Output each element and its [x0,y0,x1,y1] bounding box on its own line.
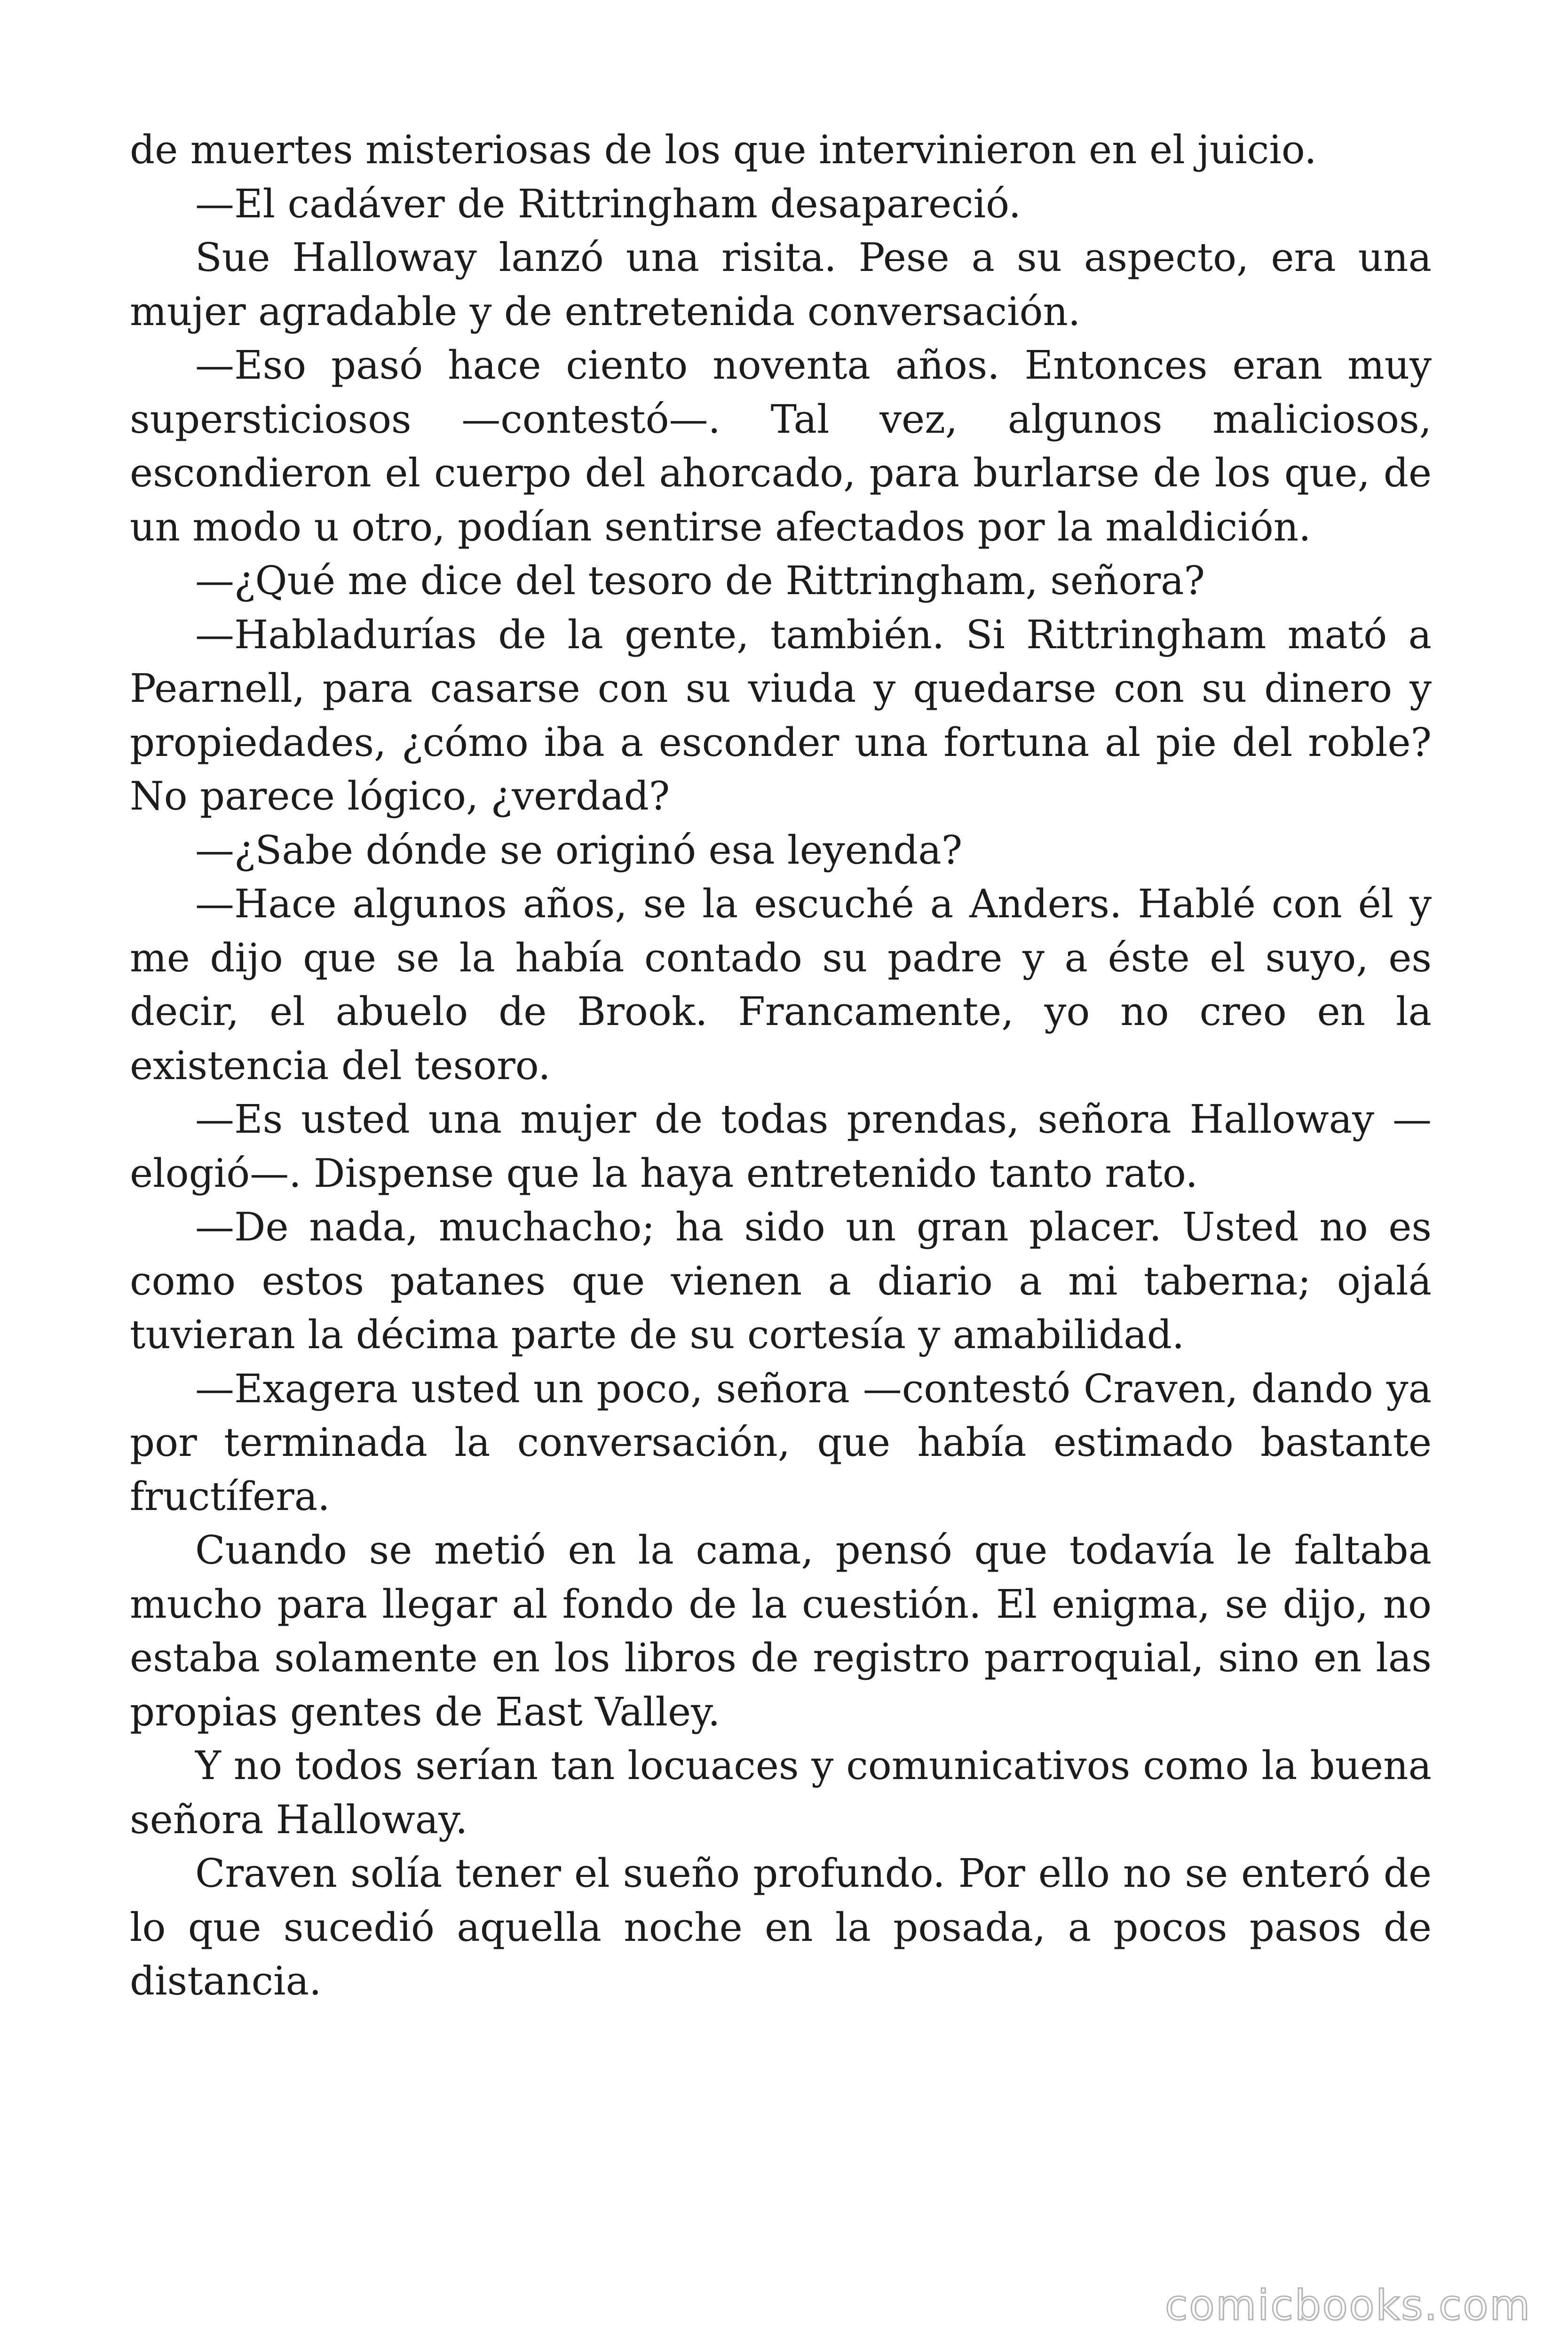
paragraph-13: Y no todos serían tan locuaces y comunicativos como la buena señora Halloway. [130,1743,1432,1843]
paragraph-3: Sue Halloway lanzó una risita. Pese a su aspecto, era una mujer agradable y de entretenida conversación. [130,235,1432,334]
paragraph-11: —Exagera usted un poco, señora —contestó Craven, dando ya por terminada la conversación, que había estimado bastante fructífera. [130,1366,1432,1519]
paragraph-5: —¿Qué me dice del tesoro de Rittringham, señora? [195,558,1205,604]
paragraph-12: Cuando se metió en la cama, pensó que todavía le faltaba mucho para llegar al fondo de la cuestión. El enigma, se dijo, no estaba solamente en los libros de registro parroquial, sino en las propias gentes de East Valley. [130,1527,1432,1735]
watermark: comicbooks.com [1164,2281,1531,2329]
paragraph-6: —Habladurías de la gente, también. Si Rittringham mató a Pearnell, para casarse con su viuda y quedarse con su dinero y propiedades, ¿cómo iba a esconder una fortuna al pie del roble? No parece lógico, ¿verdad? [130,612,1432,819]
paragraph-7: —¿Sabe dónde se originó esa leyenda? [195,827,963,873]
paragraph-14: Craven solía tener el sueño profundo. Por ello no se enteró de lo que sucedió aquella noche en la posada, a pocos pasos de distancia. [130,1851,1432,2004]
paragraph-9: —Es usted una mujer de todas prendas, señora Halloway —elogió—. Dispense que la haya entretenido tanto rato. [130,1097,1432,1196]
paragraph-2: —El cadáver de Rittringham desapareció. [195,181,1022,227]
paragraph-8: —Hace algunos años, se la escuché a Anders. Hablé con él y me dijo que se la había contado su padre y a éste el suyo, es decir, el abuelo de Brook. Francamente, yo no creo en la existencia del tesoro. [130,881,1432,1089]
paragraph-10: —De nada, muchacho; ha sido un gran placer. Usted no es como estos patanes que vienen a diario a mi taberna; ojalá tuvieran la décima parte de su cortesía y amabilidad. [130,1204,1432,1358]
paragraph-4: —Eso pasó hace ciento noventa años. Entonces eran muy supersticiosos —contestó—. Tal vez, algunos maliciosos, escondieron el cuerpo del ahorcado, para burlarse de los que, de un modo u otro, podían sentirse afectados por la maldición. [130,342,1432,550]
page-text [130,123,1432,2009]
paragraph-1: de muertes misteriosas de los que intervinieron en el juicio. [130,127,1317,173]
